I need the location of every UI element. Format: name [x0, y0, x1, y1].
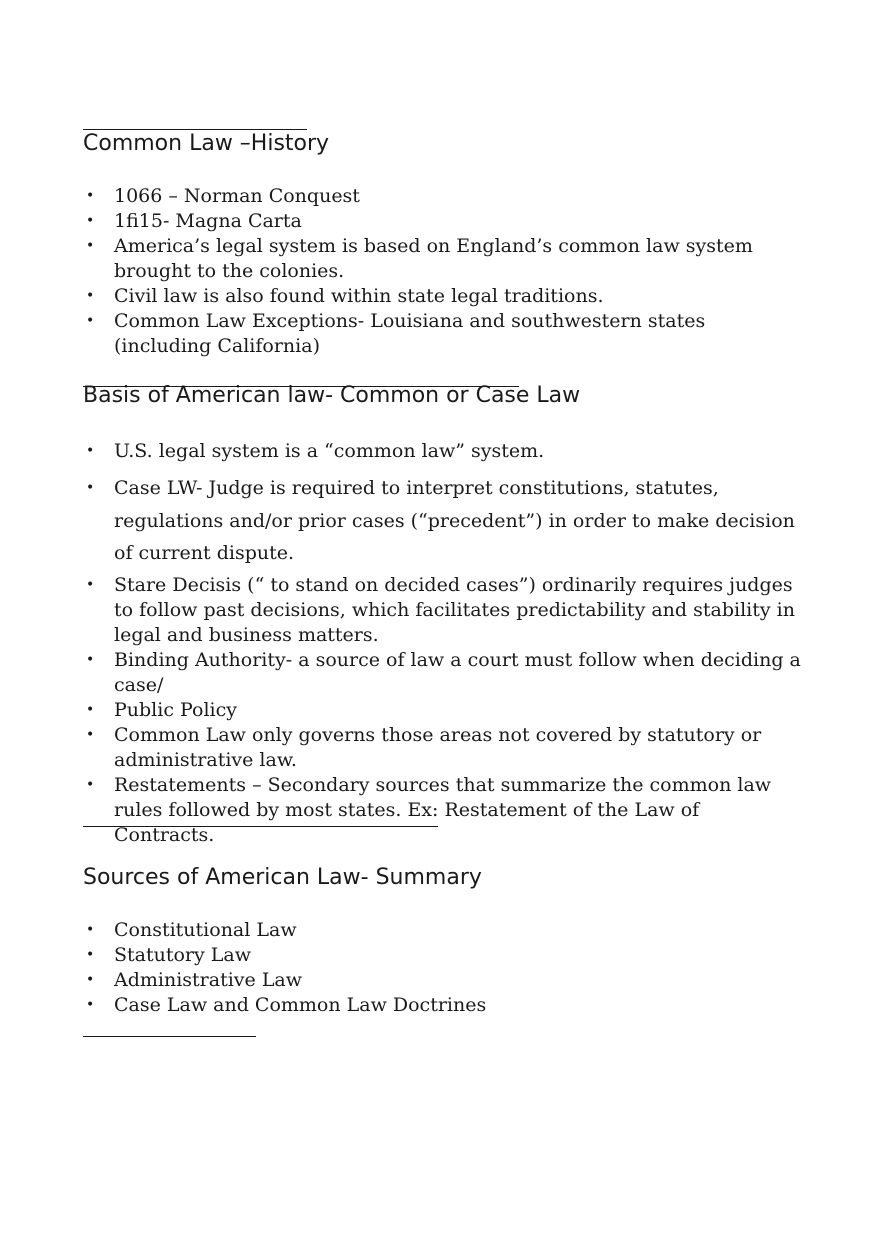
list-item: • Case LW- Judge is required to interpret constitutions, statutes, regulations and/or prior cases (“precedent”) in order to make decision of current dispute. — [83, 472, 803, 570]
bullet-icon: • — [86, 443, 95, 459]
bullet-icon: • — [86, 651, 95, 668]
list-item: • Constitutional Law — [86, 919, 297, 941]
list-item: • 1fi15- Magna Carta — [86, 210, 302, 232]
bullet-icon: • — [86, 213, 95, 229]
list-item: • Case Law and Common Law Doctrines — [86, 994, 487, 1016]
list-item: • Statutory Law — [86, 944, 251, 966]
section-heading-sources: Sources of American Law- Summary — [83, 865, 482, 890]
list-item: • Restatements – Secondary sources that summarize the common law rules followed by most states. Ex: Restatement of the Law of Contracts. — [86, 773, 772, 846]
list-item: • America’s legal system is based on England’s common law system brought to the colonies. — [86, 235, 753, 282]
bullet-icon: • — [86, 576, 95, 593]
bullet-icon: • — [86, 947, 95, 963]
bullet-icon: • — [86, 997, 95, 1013]
bullet-icon: • — [86, 922, 95, 938]
bullet-icon: • — [86, 972, 95, 988]
list-item: • U.S. legal system is a “common law” system. — [86, 440, 545, 462]
bullet-icon: • — [86, 313, 95, 329]
list-item: • Common Law only governs those areas not covered by statutory or administrative law. — [86, 723, 762, 771]
list-item: • Common Law Exceptions- Louisiana and southwestern states (including California) — [86, 310, 706, 357]
bullet-icon: • — [86, 480, 95, 496]
list-item: • Binding Authority- a source of law a court must follow when deciding a case/ — [86, 648, 801, 696]
bullet-icon: • — [86, 776, 95, 793]
list-item: • Administrative Law — [86, 969, 303, 991]
section-rule — [83, 826, 438, 827]
list-item: • Public Policy — [86, 698, 237, 721]
section-rule — [83, 129, 307, 130]
bullet-icon: • — [86, 701, 95, 718]
bullet-icon: • — [86, 238, 95, 254]
section-rule — [83, 1036, 256, 1037]
list-item: • Civil law is also found within state legal traditions. — [86, 285, 604, 307]
history-list — [83, 184, 803, 359]
bullet-icon: • — [86, 188, 95, 204]
section-heading-history: Common Law –History — [83, 131, 330, 156]
bullet-icon: • — [86, 726, 95, 743]
bullet-icon: • — [86, 288, 95, 304]
list-item: • Stare Decisis (“ to stand on decided cases”) ordinarily requires judges to follow past decisions, which facilitates predictability and stability in legal and business matters. — [86, 573, 795, 646]
sources-list — [83, 918, 803, 1018]
section-heading-basis: Basis of American law- Common or Case Law — [83, 383, 581, 408]
list-item: • 1066 – Norman Conquest — [86, 185, 360, 207]
basis-list — [83, 439, 803, 848]
